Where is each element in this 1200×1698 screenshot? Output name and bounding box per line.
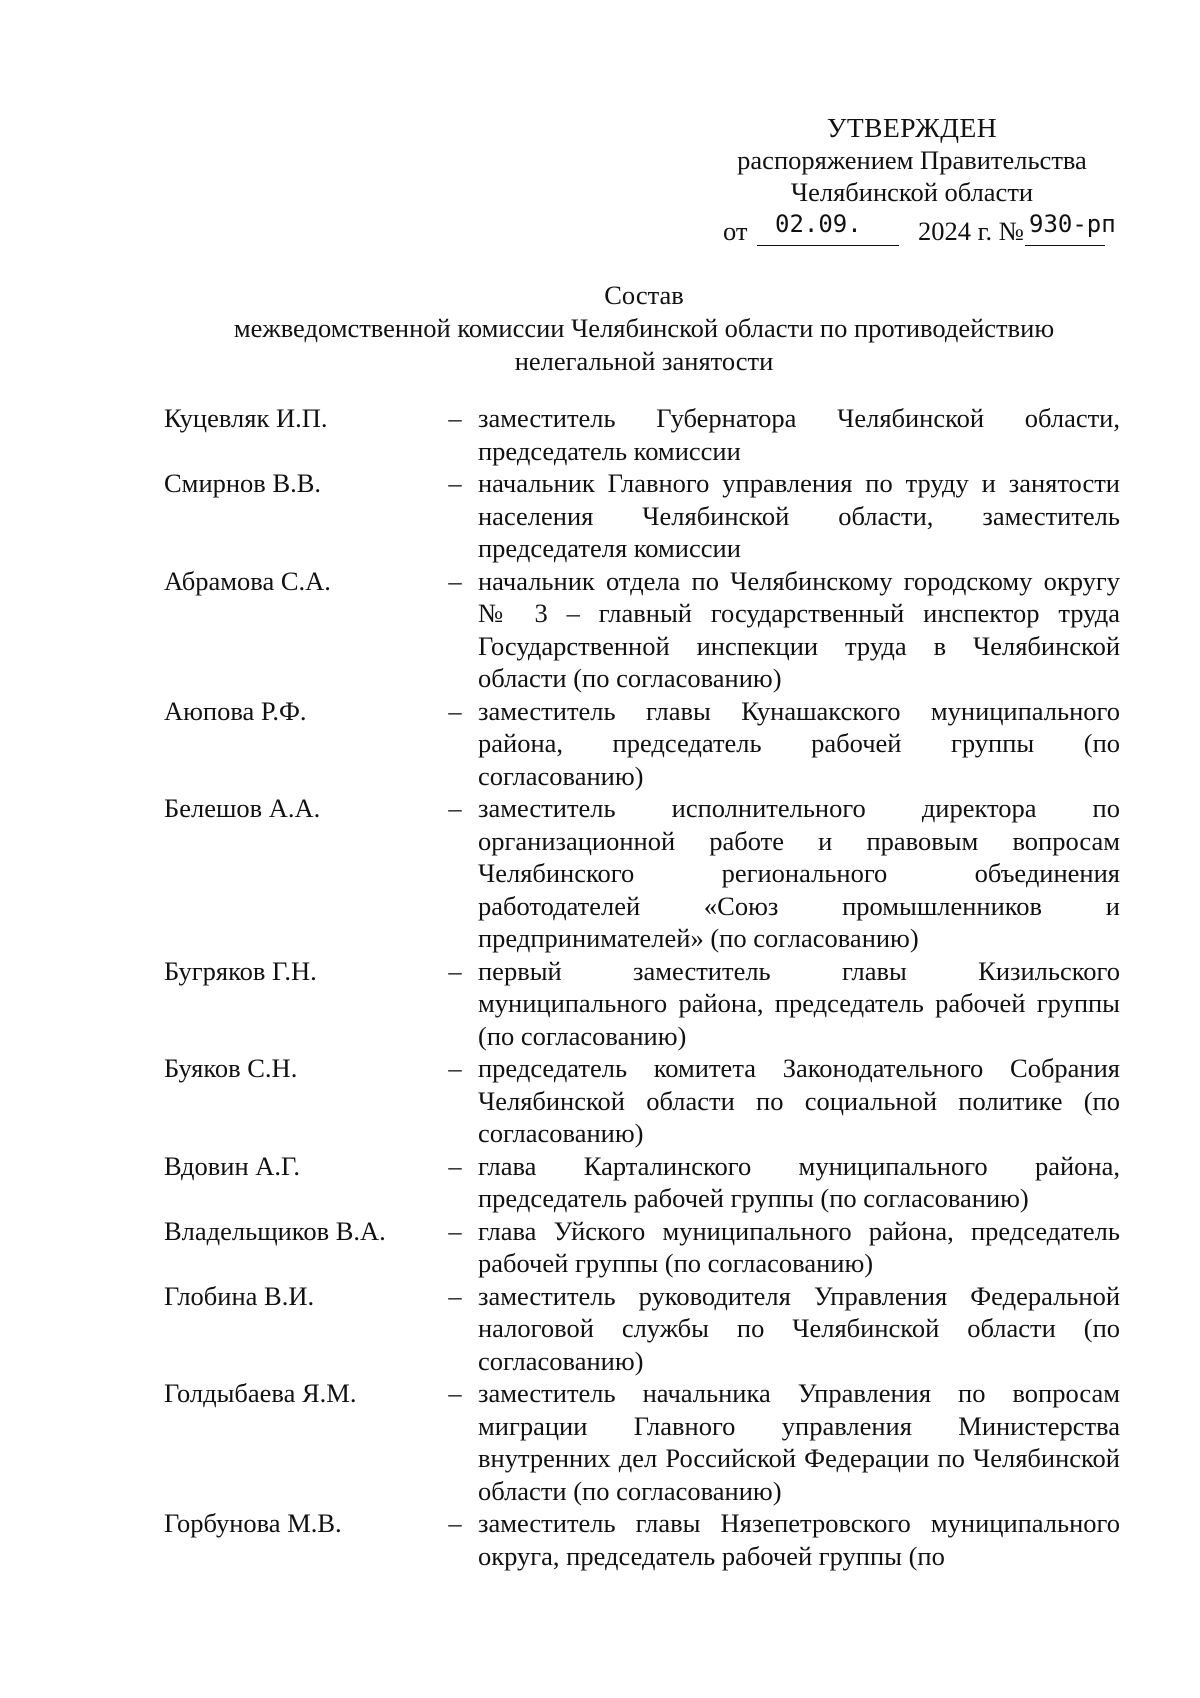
member-name: Голдыбаева Я.М. [164, 1378, 357, 1408]
member-dash: – [448, 1215, 462, 1246]
member-position: заместитель исполнительного директора по организационной работе и правовым вопросам Челябинского регионального объединения работодателей «Союз промышленников и предпринимателей» (по согласованию) [478, 793, 1120, 953]
member-row [164, 467, 1124, 565]
member-dash: – [448, 565, 462, 596]
member-name: Горбунова М.В. [164, 1508, 342, 1538]
member-row [164, 565, 1124, 695]
date-value: 02.09. [775, 210, 862, 238]
member-dash: – [448, 695, 462, 726]
date-underline [757, 245, 899, 246]
member-dash: – [448, 793, 462, 823]
member-position: начальник отдела по Челябинскому городскому округу № 3 – главный государственный инспектор труда Государственной инспекции труда в Челябинской области (по согласованию) [478, 565, 1120, 693]
member-position: глава Уйского муниципального района, председатель рабочей группы (по согласованию) [478, 1215, 1120, 1278]
member-name: Владельщиков В.А. [164, 1215, 386, 1246]
approval-date-row [723, 210, 1143, 248]
member-dash: – [448, 1508, 462, 1538]
member-dash: – [448, 1053, 462, 1083]
member-name: Абрамова С.А. [164, 565, 331, 596]
approval-title: УТВЕРЖДЕН [826, 112, 998, 143]
approval-line-1: распоряжением Правительства [737, 145, 1087, 175]
member-position: председатель комитета Законодательного Собрания Челябинской области по социальной политике (по согласованию) [478, 1053, 1120, 1148]
member-row [164, 1052, 1124, 1150]
member-row [164, 1150, 1124, 1215]
member-name: Буяков С.Н. [164, 1053, 298, 1083]
member-position: заместитель руководителя Управления Федеральной налоговой службы по Челябинской области (по согласованию) [478, 1280, 1120, 1376]
member-name: Бугряков Г.Н. [164, 955, 317, 986]
member-position: заместитель главы Нязепетровского муниципального округа, председатель рабочей группы (по [478, 1508, 1120, 1571]
member-name: Куцевляк И.П. [164, 403, 328, 433]
heading-line-2: межведомственной комиссии Челябинской области по противодействию [233, 313, 1055, 343]
approval-line-2: Челябинской области [790, 177, 1034, 207]
member-row [164, 695, 1124, 793]
date-middle: 2024 г. № [918, 216, 1025, 246]
member-name: Смирнов В.В. [164, 468, 322, 498]
member-row [164, 1377, 1124, 1507]
member-position: начальник Главного управления по труду и занятости населения Челябинской области, заместитель председателя комиссии [478, 468, 1120, 563]
member-name: Глобина В.И. [164, 1280, 315, 1311]
number-underline [1025, 245, 1105, 246]
member-dash: – [448, 468, 462, 498]
member-name: Аюпова Р.Ф. [164, 695, 307, 726]
member-row [164, 1215, 1124, 1280]
member-position: первый заместитель главы Кизильского муниципального района, председатель рабочей группы (по согласованию) [478, 955, 1120, 1051]
approval-stamp-block [712, 112, 1112, 208]
member-dash: – [448, 1280, 462, 1311]
member-dash: – [448, 403, 462, 433]
member-position: заместитель начальника Управления по вопросам миграции Главного управления Министерства внутренних дел Российской Федерации по Челябинской области (по согласованию) [478, 1378, 1120, 1506]
member-row [164, 955, 1124, 1053]
member-position: заместитель главы Кунашакского муниципального района, председатель рабочей группы (по согласованию) [478, 695, 1120, 791]
number-value: 930-рп [1029, 210, 1116, 238]
member-name: Вдовин А.Г. [164, 1150, 300, 1181]
member-dash: – [448, 955, 462, 986]
member-dash: – [448, 1150, 462, 1181]
member-row [164, 402, 1124, 467]
member-row [164, 1280, 1124, 1378]
member-row [164, 792, 1124, 955]
member-dash: – [448, 1378, 462, 1408]
member-row [164, 1507, 1124, 1572]
heading-line-1: Состав [604, 280, 684, 310]
heading-line-3: нелегальной занятости [514, 346, 774, 376]
members-list [164, 402, 1124, 1572]
member-position: глава Карталинского муниципального района, председатель рабочей группы (по согласованию) [478, 1150, 1120, 1213]
member-name: Белешов А.А. [164, 793, 321, 823]
date-prefix: от [723, 216, 748, 246]
member-position: заместитель Губернатора Челябинской области, председатель комиссии [478, 403, 1120, 466]
